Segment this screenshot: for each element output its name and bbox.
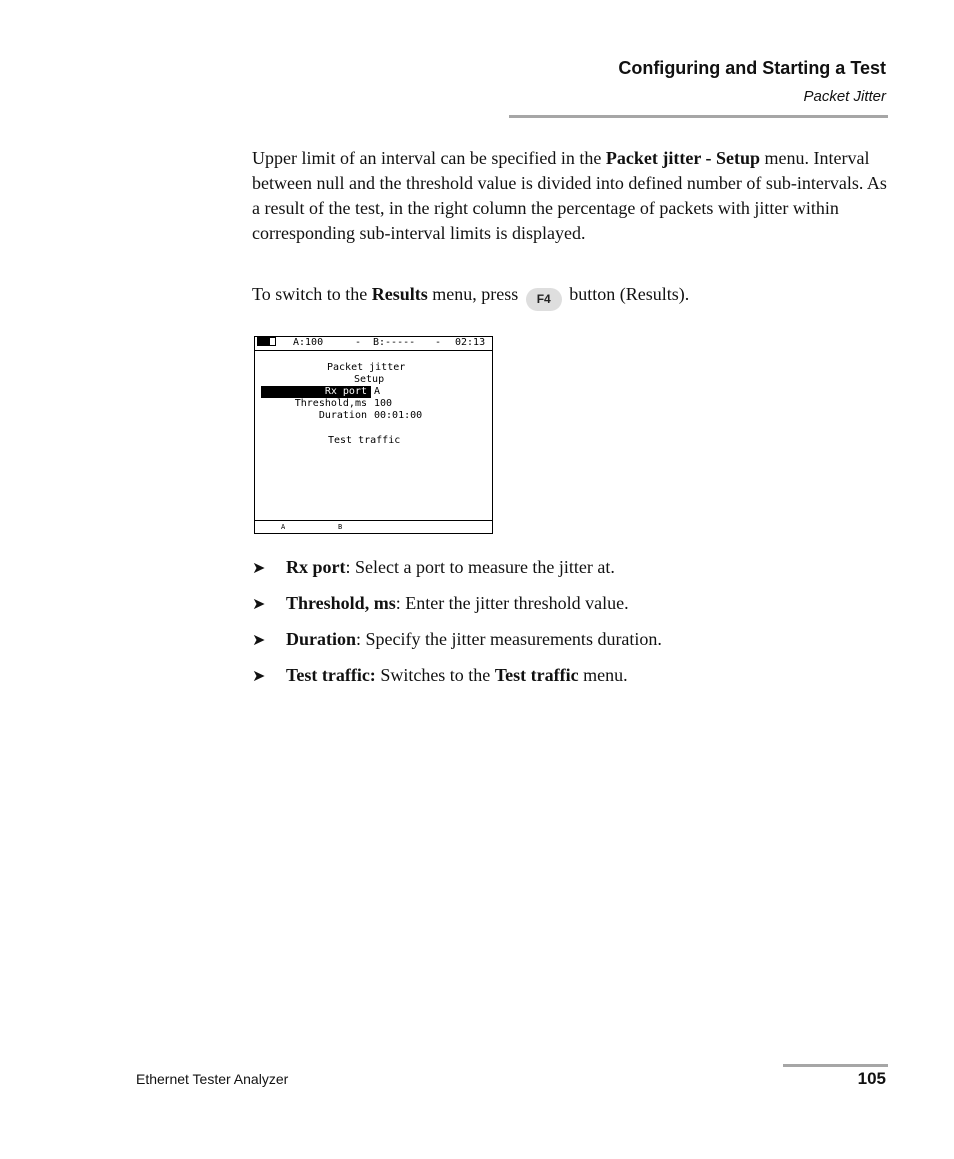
screen-title: Packet jitter	[327, 362, 406, 373]
rx-port-value: A	[374, 386, 381, 397]
status-sep-2: -	[435, 337, 442, 348]
bullet-4-term-2: Test traffic	[494, 665, 579, 685]
status-port-a: A:100	[293, 337, 324, 348]
bullet-arrow-icon: ➤	[252, 632, 266, 649]
bullet-2-text: : Enter the jitter threshold value.	[395, 593, 629, 613]
f4-key-icon: F4	[526, 288, 562, 311]
header-rule	[509, 115, 888, 118]
bullet-arrow-icon: ➤	[252, 560, 266, 577]
para1-bold-menu: Packet jitter - Setup	[605, 148, 760, 168]
bullet-arrow-icon: ➤	[252, 668, 266, 685]
intro-paragraph	[252, 146, 892, 246]
duration-value: 00:01:00	[374, 410, 423, 421]
results-instruction	[252, 282, 892, 311]
fkey-a[interactable]: A	[281, 523, 286, 531]
bullet-4-text-2: menu.	[578, 665, 628, 685]
para2-text-3: button (Results).	[564, 284, 690, 304]
para2-text-1: To switch to the	[252, 284, 372, 304]
status-time: 02:13	[455, 337, 486, 348]
bullet-1-text: : Select a port to measure the jitter at.	[345, 557, 615, 577]
running-header-subtitle: Packet Jitter	[803, 88, 886, 105]
para2-text-2: menu, press	[427, 284, 523, 304]
menu-item-threshold[interactable]: Threshold,ms	[294, 398, 367, 409]
bullet-2-term: Threshold, ms	[286, 593, 396, 613]
threshold-value: 100	[374, 398, 393, 409]
footer-rule	[783, 1064, 888, 1067]
bullet-threshold	[252, 591, 629, 617]
screen-status-bar	[255, 337, 492, 351]
battery-icon	[257, 337, 276, 346]
para1-text-2: menu. Interval between null and the threshold value is divided into defined number of sub-intervals. As a result of the test, in the right column the percentage of packets with jitter within corresponding sub-interval limits is displayed.	[252, 148, 887, 243]
page-number: 105	[857, 1069, 886, 1088]
bullet-duration	[252, 627, 662, 653]
bullet-3-text: : Specify the jitter measurements duration.	[356, 629, 662, 649]
screen-subtitle: Setup	[354, 374, 385, 385]
status-port-b: B:-----	[373, 337, 416, 348]
menu-item-test-traffic[interactable]: Test traffic	[328, 435, 401, 446]
menu-item-duration[interactable]: Duration	[318, 410, 367, 421]
bullet-3-term: Duration	[286, 629, 357, 649]
menu-item-rx-port[interactable]: Rx port	[261, 386, 371, 398]
running-header-title: Configuring and Starting a Test	[618, 58, 886, 78]
bullet-1-term: Rx port	[286, 557, 346, 577]
para2-bold-results: Results	[371, 284, 428, 304]
para1-text-1: Upper limit of an interval can be specified in the	[252, 148, 606, 168]
bullet-arrow-icon: ➤	[252, 596, 266, 613]
bullet-test-traffic	[252, 663, 628, 689]
status-sep-1: -	[355, 337, 362, 348]
fkey-b[interactable]: B	[338, 523, 343, 531]
footer-doc-title: Ethernet Tester Analyzer	[136, 1071, 289, 1087]
bullet-4-term: Test traffic:	[286, 665, 376, 685]
bullet-rx-port	[252, 555, 615, 581]
device-screen	[254, 336, 493, 534]
bullet-4-text: Switches to the	[375, 665, 495, 685]
screen-function-keys	[255, 520, 492, 534]
